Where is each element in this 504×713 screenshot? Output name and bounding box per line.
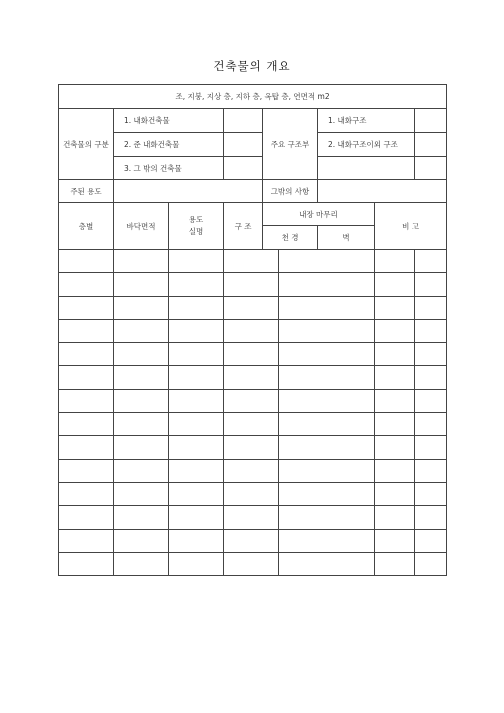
col-header-finish: 내장 마무리: [263, 203, 375, 226]
table-cell[interactable]: [224, 529, 279, 552]
col-header-structure: 구 조: [224, 203, 263, 250]
table-cell[interactable]: [169, 552, 224, 575]
table-cell[interactable]: [114, 273, 169, 296]
table-cell[interactable]: [114, 366, 169, 389]
table-cell[interactable]: [415, 273, 447, 296]
table-row: [59, 250, 447, 273]
table-cell[interactable]: [279, 529, 375, 552]
table-cell[interactable]: [279, 389, 375, 412]
classification-check-2[interactable]: [224, 133, 263, 157]
table-cell[interactable]: [114, 506, 169, 529]
table-cell[interactable]: [169, 250, 224, 273]
table-cell[interactable]: [169, 459, 224, 482]
table-cell[interactable]: [114, 343, 169, 366]
table-row: [59, 319, 447, 342]
table-cell[interactable]: [224, 436, 279, 459]
table-cell[interactable]: [59, 506, 114, 529]
table-cell[interactable]: [375, 459, 415, 482]
table-cell[interactable]: [169, 413, 224, 436]
table-cell[interactable]: [375, 552, 415, 575]
col-header-wall: 벽: [318, 226, 375, 250]
classification-label: 건축물의 구분: [59, 109, 114, 180]
table-cell[interactable]: [59, 296, 114, 319]
table-cell[interactable]: [375, 343, 415, 366]
table-cell[interactable]: [224, 250, 279, 273]
table-cell[interactable]: [224, 343, 279, 366]
table-cell[interactable]: [279, 273, 375, 296]
table-cell[interactable]: [114, 529, 169, 552]
table-cell[interactable]: [415, 482, 447, 505]
table-cell[interactable]: [59, 459, 114, 482]
table-row: [59, 506, 447, 529]
table-cell[interactable]: [375, 319, 415, 342]
table-cell[interactable]: [415, 413, 447, 436]
table-cell[interactable]: [114, 319, 169, 342]
structure-option-2: 2. 내화구조이외 구조: [318, 133, 415, 157]
table-cell[interactable]: [169, 482, 224, 505]
table-cell[interactable]: [415, 296, 447, 319]
table-cell[interactable]: [169, 343, 224, 366]
table-cell[interactable]: [279, 296, 375, 319]
structure-option-1: 1. 내화구조: [318, 109, 415, 133]
classification-option-2: 2. 준 내화건축물: [114, 133, 224, 157]
table-cell[interactable]: [279, 250, 375, 273]
table-cell[interactable]: [375, 413, 415, 436]
table-row: [59, 413, 447, 436]
table-cell[interactable]: [279, 413, 375, 436]
table-cell[interactable]: [224, 389, 279, 412]
table-cell[interactable]: [114, 389, 169, 412]
col-header-floor: 층별: [59, 203, 114, 250]
table-cell[interactable]: [415, 319, 447, 342]
table-cell[interactable]: [114, 552, 169, 575]
table-cell[interactable]: [224, 459, 279, 482]
summary-line: 조, 지붕, 지상 층, 지하 층, 옥탑 층, 연면적 m2: [59, 85, 447, 109]
table-cell[interactable]: [415, 529, 447, 552]
table-cell[interactable]: [375, 273, 415, 296]
table-cell[interactable]: [279, 319, 375, 342]
table-cell[interactable]: [59, 343, 114, 366]
structure-check-3[interactable]: [415, 157, 447, 180]
table-cell[interactable]: [415, 343, 447, 366]
table-cell[interactable]: [224, 366, 279, 389]
structure-check-2[interactable]: [415, 133, 447, 157]
table-cell[interactable]: [169, 506, 224, 529]
table-cell[interactable]: [224, 413, 279, 436]
table-cell[interactable]: [375, 529, 415, 552]
classification-check-3[interactable]: [224, 157, 263, 180]
structure-blank-cell[interactable]: [318, 157, 415, 180]
table-cell[interactable]: [375, 436, 415, 459]
col-header-remarks: 비 고: [375, 203, 447, 250]
table-cell[interactable]: [415, 389, 447, 412]
table-cell[interactable]: [59, 482, 114, 505]
other-matters-label: 그밖의 사항: [263, 180, 318, 203]
table-cell[interactable]: [279, 482, 375, 505]
table-row: [59, 552, 447, 575]
table-row: [59, 529, 447, 552]
col-header-area: 바닥면적: [114, 203, 169, 250]
col-header-use: [169, 203, 224, 250]
table-cell[interactable]: [375, 366, 415, 389]
table-cell[interactable]: [375, 296, 415, 319]
table-cell[interactable]: [169, 529, 224, 552]
structure-label: 주요 구조부: [263, 109, 318, 180]
table-cell[interactable]: [279, 552, 375, 575]
table-cell[interactable]: [375, 250, 415, 273]
table-cell[interactable]: [169, 273, 224, 296]
table-cell[interactable]: [224, 296, 279, 319]
table-cell[interactable]: [59, 250, 114, 273]
table-cell[interactable]: [375, 482, 415, 505]
table-cell[interactable]: [59, 273, 114, 296]
table-row: [59, 343, 447, 366]
table-cell[interactable]: [169, 366, 224, 389]
table-cell[interactable]: [279, 506, 375, 529]
table-cell[interactable]: [114, 436, 169, 459]
table-cell[interactable]: [279, 459, 375, 482]
table-cell[interactable]: [59, 366, 114, 389]
table-cell[interactable]: [279, 366, 375, 389]
table-row: [59, 296, 447, 319]
document-title: 건축물의 개요: [213, 59, 291, 73]
table-cell[interactable]: [415, 552, 447, 575]
col-header-use-line2: 실명: [188, 227, 204, 236]
table-row: [59, 459, 447, 482]
table-cell[interactable]: [224, 552, 279, 575]
table-cell[interactable]: [59, 529, 114, 552]
main-use-label: 주된 용도: [59, 180, 114, 203]
table-row: [59, 389, 447, 412]
table-row: [59, 273, 447, 296]
table-cell[interactable]: [415, 436, 447, 459]
col-header-ceiling: 천 경: [263, 226, 318, 250]
table-cell[interactable]: [169, 296, 224, 319]
table-cell[interactable]: [224, 506, 279, 529]
table-row: [59, 482, 447, 505]
table-cell[interactable]: [114, 413, 169, 436]
structure-check-1[interactable]: [415, 109, 447, 133]
table-cell[interactable]: [415, 506, 447, 529]
classification-option-1: 1. 내화건축물: [114, 109, 224, 133]
table-cell[interactable]: [114, 482, 169, 505]
table-cell[interactable]: [224, 319, 279, 342]
table-cell[interactable]: [114, 459, 169, 482]
table-cell[interactable]: [279, 436, 375, 459]
other-matters-field[interactable]: [318, 180, 447, 203]
col-header-use-line1: 용도: [188, 215, 204, 224]
classification-check-1[interactable]: [224, 109, 263, 133]
table-cell[interactable]: [59, 389, 114, 412]
table-row: [59, 436, 447, 459]
table-cell[interactable]: [415, 366, 447, 389]
table-cell[interactable]: [169, 436, 224, 459]
main-use-field[interactable]: [114, 180, 263, 203]
table-row: [59, 366, 447, 389]
table-cell[interactable]: [114, 296, 169, 319]
table-cell[interactable]: [114, 250, 169, 273]
table-cell[interactable]: [224, 482, 279, 505]
table-cell[interactable]: [415, 459, 447, 482]
table-cell[interactable]: [169, 319, 224, 342]
building-overview-form: [58, 84, 447, 576]
table-cell[interactable]: [59, 319, 114, 342]
table-cell[interactable]: [169, 389, 224, 412]
table-cell[interactable]: [224, 273, 279, 296]
table-cell[interactable]: [415, 250, 447, 273]
table-cell[interactable]: [375, 389, 415, 412]
table-cell[interactable]: [279, 343, 375, 366]
table-cell[interactable]: [375, 506, 415, 529]
classification-option-3: 3. 그 밖의 건축물: [114, 157, 224, 180]
table-cell[interactable]: [59, 413, 114, 436]
table-cell[interactable]: [59, 552, 114, 575]
table-cell[interactable]: [59, 436, 114, 459]
